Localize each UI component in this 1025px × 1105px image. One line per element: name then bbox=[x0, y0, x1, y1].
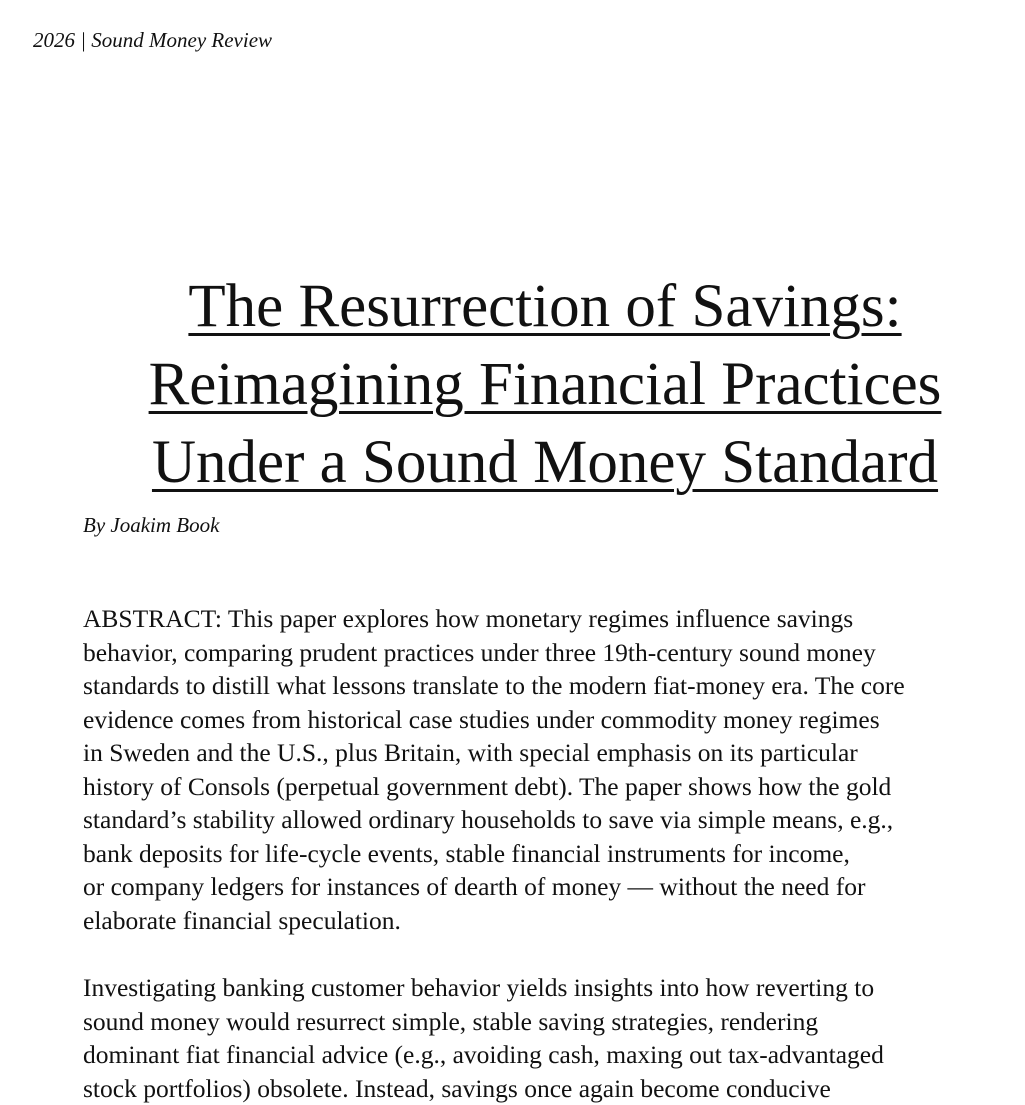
text-line: Investigating banking customer behavior yields insights into how reverting to bbox=[83, 973, 875, 1002]
title-line: Under a Sound Money Standard bbox=[151, 429, 939, 496]
title-line: Reimagining Financial Practices bbox=[148, 351, 942, 418]
text-line: sound money would resurrect simple, stable saving strategies, rendering bbox=[83, 1006, 819, 1036]
text-line: stock portfolios) obsolete. Instead, savings once again become conducive bbox=[83, 1073, 831, 1103]
text-line: ABSTRACT: This paper explores how monetary regimes influence savings bbox=[83, 604, 854, 633]
text-line: standard’s stability allowed ordinary households to save via simple means, e.g., bbox=[83, 805, 894, 834]
text-line: history of Consols (perpetual government debt). The paper shows how the gold bbox=[83, 771, 892, 801]
title-line: The Resurrection of Savings: bbox=[188, 273, 902, 340]
running-head: 2026 | Sound Money Review bbox=[33, 28, 273, 52]
abstract-paragraph bbox=[83, 602, 905, 937]
text-line: evidence comes from historical case studies under commodity money regimes bbox=[83, 704, 880, 734]
text-line: standards to distill what lessons translate to the modern fiat-money era. The core bbox=[83, 671, 905, 700]
text-line: in Sweden and the U.S., plus Britain, with special emphasis on its particular bbox=[83, 738, 858, 767]
text-line: dominant fiat financial advice (e.g., avoiding cash, maxing out tax-advantaged bbox=[83, 1040, 884, 1069]
text-line: elaborate financial speculation. bbox=[83, 905, 401, 935]
body-paragraph bbox=[83, 971, 884, 1105]
text-line: or company ledgers for instances of dearth of money — without the need for bbox=[83, 872, 866, 901]
text-line: behavior, comparing prudent practices under three 19th-century sound money bbox=[83, 637, 876, 667]
paper-title bbox=[0, 268, 1025, 502]
byline: By Joakim Book bbox=[83, 513, 220, 537]
text-line: bank deposits for life-cycle events, stable financial instruments for income, bbox=[83, 838, 850, 868]
